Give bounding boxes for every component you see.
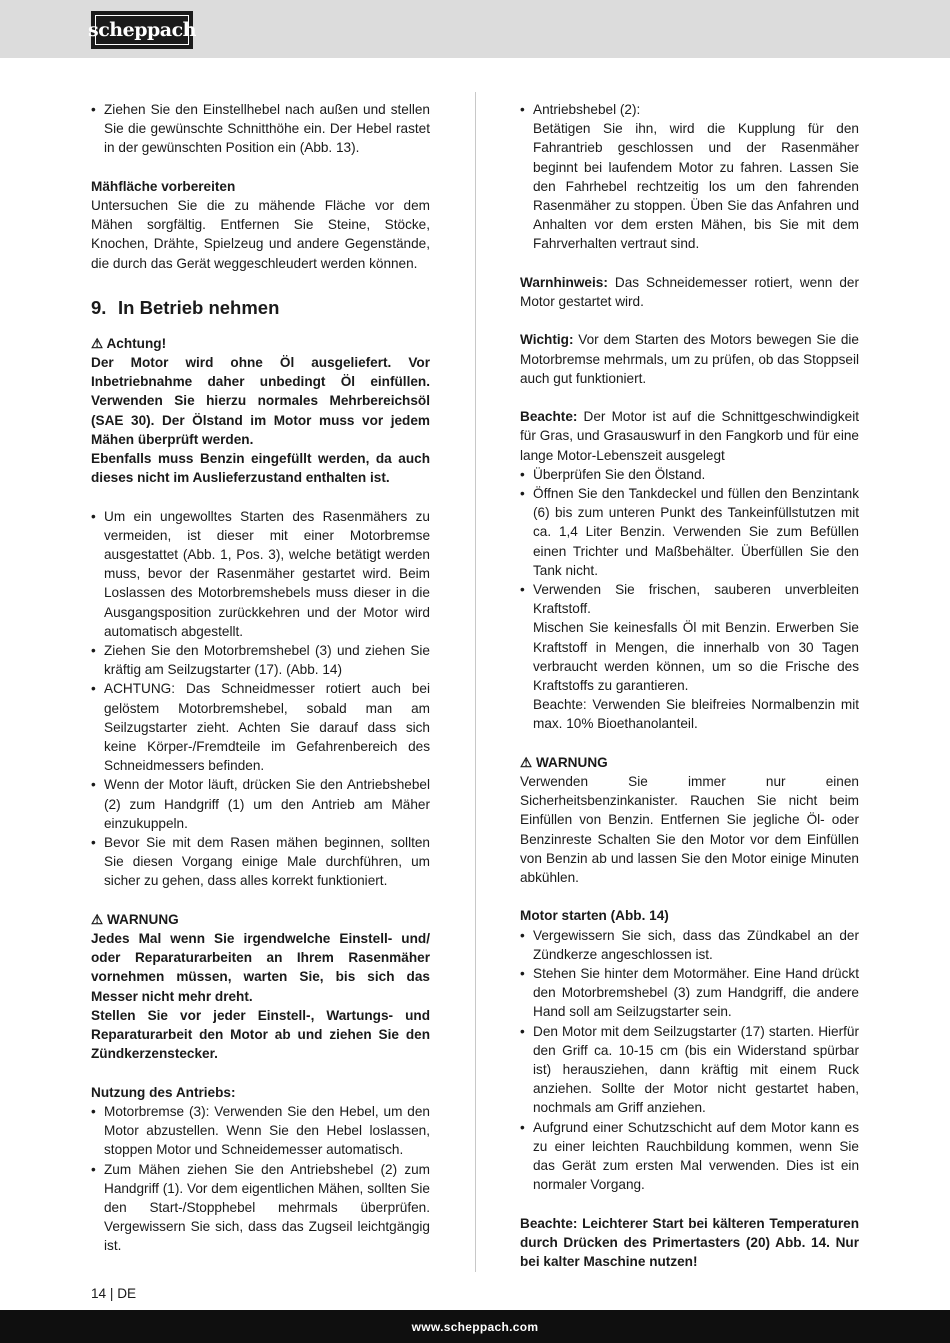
- list-item: • Stehen Sie hinter dem Motormäher. Eine Hand drückt den Motorbremshebel (3) zum Handgriff, die andere Hand soll am Seilzugstarter sein.: [520, 964, 859, 1022]
- footer-url[interactable]: www.scheppach.com: [411, 1319, 539, 1334]
- list-item: • Motorbremse (3): Verwenden Sie den Hebel, um den Motor abzustellen. Wenn Sie den Hebel loslassen, stoppen Motor und Schneidemesser automatisch.: [91, 1102, 430, 1160]
- warnhinweis-paragraph: [520, 273, 859, 311]
- warning-icon: ⚠: [520, 754, 533, 770]
- beachte-text: Der Motor ist auf die Schnittgeschwindigkeit für Gras, und Grasauswurf in den Fangkorb und für eine lange Motor-Lebenszeit ausgelegt: [520, 409, 859, 463]
- motor-list: [520, 926, 859, 1195]
- right-column: [520, 100, 859, 1271]
- final-note: Beachte: Leichterer Start bei kälteren Temperaturen durch Drücken des Primertasters (20) Abb. 14. Nur bei kalter Maschine nutzen!: [520, 1215, 859, 1270]
- warnhinweis-label: Warnhinweis:: [520, 274, 608, 290]
- achtung-text-2: Ebenfalls muss Benzin eingefüllt werden, da auch dieses nicht im Auslieferzustand enthalten ist.: [91, 451, 430, 486]
- column-divider: [475, 92, 476, 1272]
- footer-separator: |: [109, 1286, 114, 1301]
- beachte-label: Beachte:: [520, 409, 578, 425]
- wichtig-text: Vor dem Starten des Motors bewegen Sie die Motorbremse mehrmals, um zu prüfen, ob das Stoppseil auch gut funktioniert.: [520, 332, 859, 386]
- section-title: In Betrieb nehmen: [118, 296, 280, 318]
- intro-list: [91, 100, 430, 158]
- warnung-text-2: Stellen Sie vor jeder Einstell-, Wartungs- und Reparaturarbeit den Motor ab und ziehen Sie den Zündkerzenstecker.: [91, 1007, 430, 1062]
- list-item: • Zum Mähen ziehen Sie den Antriebshebel (2) zum Handgriff (1). Vor dem eigentlichen Mähen, sollten Sie den Start-/Stopphebel mehrmals überprüfen. Vergewissern Sie sich, dass das Zugseil leichtgängig ist.: [91, 1160, 430, 1256]
- prep-text: Untersuchen Sie die zu mähende Fläche vor dem Mähen sorgfältig. Entfernen Sie Steine, Stöcke, Knochen, Drähte, Spielzeug und andere Gegenstände, die durch das Gerät weggeschleudert werden können.: [91, 198, 430, 271]
- list-item: [520, 580, 859, 734]
- list-item: • ACHTUNG: Das Schneidmesser rotiert auch bei gelöstem Motorbremshebel, sobald man am Seilzugstarter zieht. Achten Sie darauf dass sich keine Körper-/Fremdteile im Gefahrenbereich des Schneidmessers befinden.: [91, 679, 430, 775]
- antriebshebel-list: [520, 100, 859, 254]
- warnhinweis-text: Das Schneidemesser rotiert, wenn der Motor gestartet wird.: [520, 274, 859, 310]
- list-item: • Ziehen Sie den Motorbremshebel (3) und ziehen Sie kräftig am Seilzugstarter (17). (Abb. 14): [91, 641, 430, 679]
- brand-logo-text: scheppach: [95, 15, 189, 45]
- section-number: 9.: [91, 296, 107, 318]
- warnung-text-1: Jedes Mal wenn Sie irgendwelche Einstell- und/ oder Reparaturarbeiten an Ihrem Rasenmäher vornehmen müssen, warten Sie, bis sich das Messer nicht mehr dreht.: [91, 931, 430, 1004]
- fuel-text-2: Mischen Sie keinesfalls Öl mit Benzin. Erwerben Sie Kraftstoff in Mengen, die innerhalb von 30 Tagen verbraucht werden können, um so die Frische des Kraftstoffs zu garantieren.: [533, 620, 859, 694]
- antriebshebel-head: Antriebshebel (2):: [533, 102, 641, 117]
- right-warnung-text: Verwenden Sie immer nur einen Sicherheitsbenzinkanister. Rauchen Sie nicht beim Einfüllen von Benzin. Entfernen Sie jegliche Öl- oder Benzinreste Schalten Sie den Motor vor dem Einfüllen von Benzin ab und lassen Sie den Motor einige Minuten abkühlen.: [520, 774, 859, 886]
- list-item: [520, 100, 859, 254]
- antriebshebel-text: Betätigen Sie ihn, wird die Kupplung für den Fahrantrieb geschlossen und der Rasenmäher beginnt bei laufendem Motor zu fahren. Lassen Sie den Fahrhebel rechtzeitig los um den fahrenden Rasenmäher zu stoppen. Üben Sie das Anfahren und Anhalten vor dem ersten Mähen, bis Sie mit dem Fahrverhalten vertraut sind.: [533, 121, 859, 252]
- motor-title: Motor starten (Abb. 14): [520, 908, 669, 924]
- language-code: DE: [117, 1286, 137, 1301]
- right-warnung-heading: [520, 753, 859, 772]
- list-item: • Überprüfen Sie den Ölstand.: [520, 465, 859, 484]
- achtung-label: Achtung!: [106, 335, 167, 351]
- beachte-paragraph: [520, 407, 859, 465]
- list-item: • Wenn der Motor läuft, drücken Sie den Antriebshebel (2) zum Handgriff (1) um den Antrieb am Mäher einzukuppeln.: [91, 775, 430, 833]
- footer-band: [0, 1310, 950, 1343]
- right-warnung-label: WARNUNG: [535, 754, 608, 770]
- brand-logo: [88, 11, 196, 49]
- operation-list: [91, 507, 430, 891]
- warnung-heading: [91, 910, 430, 929]
- list-item: • Den Motor mit dem Seilzugstarter (17) starten. Hierfür den Griff ca. 10-15 cm (bis ein Widerstand spürbar ist) herausziehen, dann kräftig mit einem Ruck anziehen. Sollte der Motor nicht gestartet haben, nochmals am Griff anziehen.: [520, 1022, 859, 1118]
- list-item: • Um ein ungewolltes Starten des Rasenmähers zu vermeiden, ist dieser mit einer Motorbremse ausgestattet (Abb. 1, Pos. 3), welche betätigt werden muss, bevor der Rasenmäher gestartet wird. Beim Loslassen des Motorbremshebels muss dieser in die Ausgangsposition zurückkehren und der Motor wird automatisch abgestellt.: [91, 507, 430, 641]
- achtung-text-1: Der Motor wird ohne Öl ausgeliefert. Vor Inbetriebnahme daher unbedingt Öl einfüllen. Verwenden Sie hierzu normales Mehrbereichsöl (SAE 30). Der Ölstand im Motor muss vor jedem Mähen überprüft werden.: [91, 355, 430, 447]
- warning-icon: ⚠: [91, 335, 104, 351]
- warnung-label: WARNUNG: [106, 911, 179, 927]
- warning-icon: ⚠: [91, 911, 104, 927]
- section-heading: [91, 296, 430, 320]
- list-item: • Ziehen Sie den Einstellhebel nach außen und stellen Sie die gewünschte Schnitthöhe ein. Der Hebel rastet in der gewünschten Position ein (Abb. 13).: [91, 100, 430, 158]
- wichtig-label: Wichtig:: [520, 332, 574, 348]
- prep-title: Mähfläche vorbereiten: [91, 178, 236, 194]
- antrieb-title: Nutzung des Antriebs:: [91, 1084, 236, 1100]
- list-item: • Bevor Sie mit dem Rasen mähen beginnen, sollten Sie diesen Vorgang einige Male durchführen, um sicher zu gehen, dass alles korrekt funktioniert.: [91, 833, 430, 891]
- page-footer-label: [91, 1286, 136, 1301]
- fuel-text-3: Beachte: Verwenden Sie bleifreies Normalbenzin mit max. 10% Bioethanolanteil.: [533, 697, 859, 732]
- list-item: • Öffnen Sie den Tankdeckel und füllen den Benzintank (6) bis zum unteren Punkt des Tankeinfüllstutzen mit ca. 1,4 Liter Benzin. Verwenden Sie zum Befüllen einen Trichter und Maßbehälter. Überfüllen Sie den Tank nicht.: [520, 484, 859, 580]
- list-item: • Aufgrund einer Schutzschicht auf dem Motor kann es zu einer leichten Rauchbildung kommen, wenn Sie das Gerät zum ersten Mal verwenden. Dies ist ein normaler Vorgang.: [520, 1118, 859, 1195]
- antrieb-list: [91, 1102, 430, 1256]
- wichtig-paragraph: [520, 330, 859, 388]
- fuel-bullet-text: Verwenden Sie frischen, sauberen unverbleiten Kraftstoff.: [533, 582, 859, 617]
- beachte-list: [520, 465, 859, 734]
- list-item: • Vergewissern Sie sich, dass das Zündkabel an der Zündkerze angeschlossen ist.: [520, 926, 859, 964]
- achtung-heading: [91, 334, 430, 353]
- left-column: [91, 100, 430, 1256]
- page-number: 14: [91, 1286, 107, 1301]
